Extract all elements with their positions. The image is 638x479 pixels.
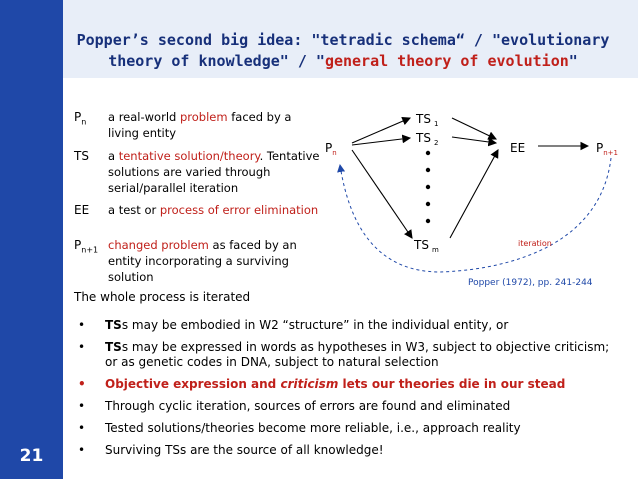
bullet-text: Through cyclic iteration, sources of errors are found and eliminated [105,399,511,413]
bullet-text: Tested solutions/theories become more reliable, i.e., approach reality [105,421,521,435]
def-symbol-ee: EE [74,203,90,217]
node-tsm: TS $_m$ [414,238,439,254]
bullet-item [78,318,623,333]
slide-number: 21 [19,446,44,466]
title-part: " [568,52,578,70]
whole-process-note: The whole process is iterated [74,290,251,304]
iteration-label: iteration [518,239,552,248]
bullet-dot-icon: • [78,443,86,457]
def-symbol-ts: TS [74,149,89,163]
def-symbol-pn1: $P_{n+1}$ [74,238,99,255]
arrow-pn-tsm [352,150,412,238]
bullet-text: Objective expression and [105,377,281,391]
node-ee: EE [510,141,526,155]
bullet-text: lets our theories die in our stead [338,377,566,391]
diagram-arrows [352,118,588,238]
def-text-ts: a tentative solution/theory. Tentative solutions are varied through serial/parallel iteration [108,149,320,195]
bullet-item [78,421,623,436]
bullet-item [78,377,623,392]
arrow-ts2-ee [452,137,496,143]
node-ts1: TS $_1$ [416,112,439,128]
bullet-item [78,340,623,370]
arrow-ts1-ee [452,118,496,139]
def-symbol-pn: $P_n$ [74,110,87,127]
bullet-text: criticism [280,377,339,391]
title-highlight: general theory of evolution [324,52,569,70]
bullet-text: TS [105,318,122,332]
bullet-text: Surviving TSs are the source of all knowledge! [105,443,384,457]
bullet-item [78,399,623,414]
bullet-text: TS [105,340,122,354]
def-text-pn: a real-world problem faced by a living entity [108,110,292,140]
bullet-list [78,318,623,465]
citation: Popper (1972), pp. 241-244 [468,278,593,288]
bullet-dot-icon: • [78,318,86,332]
arrow-tsm-ee [450,150,498,238]
bullet-dot-icon: • [78,421,86,435]
title-part: theory of knowledge" / " [108,52,325,70]
bullet-item [78,443,623,458]
bullet-text: s may be embodied in W2 “structure” in the individual entity, or [121,318,509,332]
def-text-ee: a test or process of error elimination [108,203,319,217]
bullet-dot-icon: • [78,340,86,354]
bullet-dot-icon: • [78,377,86,391]
def-text-pn1: changed problem as faced by an entity incorporating a surviving solution [108,238,297,284]
title-line-1: Popper’s second big idea: "tetradic schema“ / "evolutionary [76,31,610,49]
bullet-dot-icon: • [78,399,86,413]
node-pn1: $P_{n+1}$ [596,141,619,157]
node-ts2: TS $_2$ [416,131,439,147]
iteration-loop-arrow [340,158,611,272]
bullet-text: s may be expressed in words as hypotheses in W3, subject to objective criticism; or as genetic codes in DNA, subject to natural selection [105,340,610,369]
ts-ellipsis-dots [426,151,430,223]
node-pn: $P_n$ [325,141,337,157]
